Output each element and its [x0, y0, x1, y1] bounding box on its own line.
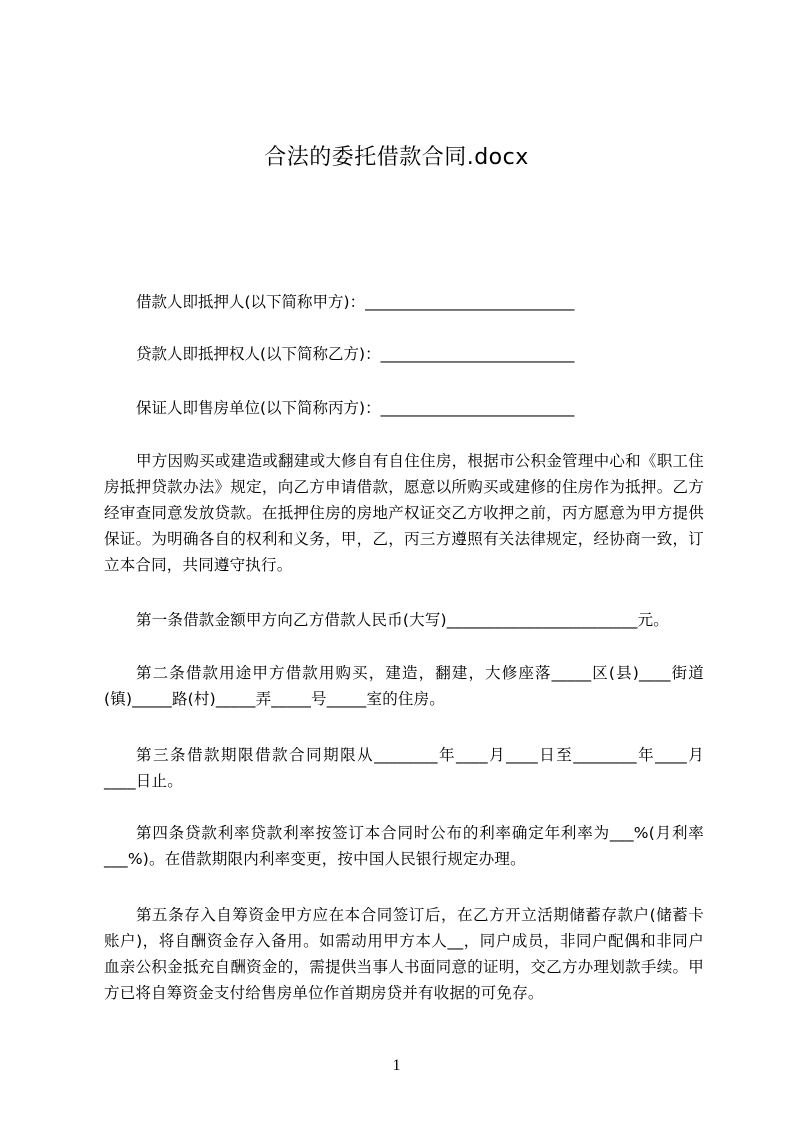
page-number: 1 — [392, 1057, 401, 1074]
article-5-self-funds: 第五条存入自筹资金甲方应在本合同签订后，在乙方开立活期储蓄存款户(储蓄卡账户)，将自酬资金存入备用。如需动用甲方本人__，同户成员，非同户配偶和非同户血亲公积金抵充自酬资金的，需提供当事人书面同意的证明，交乙方办理划款手续。甲方已将自筹资金支付给售房单位作首期房贷并有收据的可免存。 — [104, 906, 704, 1002]
article-2-loan-purpose: 第二条借款用途甲方借款用购买，建造，翻建，大修座落_____区(县)____街道(镇)_____路(村)_____弄_____号_____室的住房。 — [104, 664, 704, 708]
article-4-interest-rate: 第四条贷款利率贷款利率按签订本合同时公布的利率确定年利率为___%(月利率___%)。在借款期限内利率变更，按中国人民银行规定办理。 — [104, 824, 704, 868]
party-lender-line: 贷款人即抵押权人(以下简称乙方)：_________________________ — [136, 345, 575, 363]
preamble-paragraph: 甲方因购买或建造或翻建或大修自有自住住房，根据市公积金管理中心和《职工住房抵押贷款办法》规定，向乙方申请借款，愿意以所购买或建修的住房作为抵押。乙方经审查同意发放贷款。在抵押住房的房地产权证交乙方收押之前，丙方愿意为甲方提供保证。为明确各自的权利和义务，甲，乙，丙三方遵照有关法律规定，经协商一致，订立本合同，共同遵守执行。 — [104, 452, 704, 574]
party-borrower-line: 借款人即抵押人(以下简称甲方)：___________________________ — [136, 293, 575, 311]
document-title: 合法的委托借款合同.docx — [264, 145, 529, 170]
article-1-loan-amount: 第一条借款金额甲方向乙方借款人民币(大写)________________________元。 — [136, 611, 669, 629]
party-guarantor-line: 保证人即售房单位(以下简称丙方)：_________________________ — [136, 399, 575, 417]
article-3-loan-term: 第三条借款期限借款合同期限从________年____月____日至________年____月____日止。 — [104, 746, 704, 790]
